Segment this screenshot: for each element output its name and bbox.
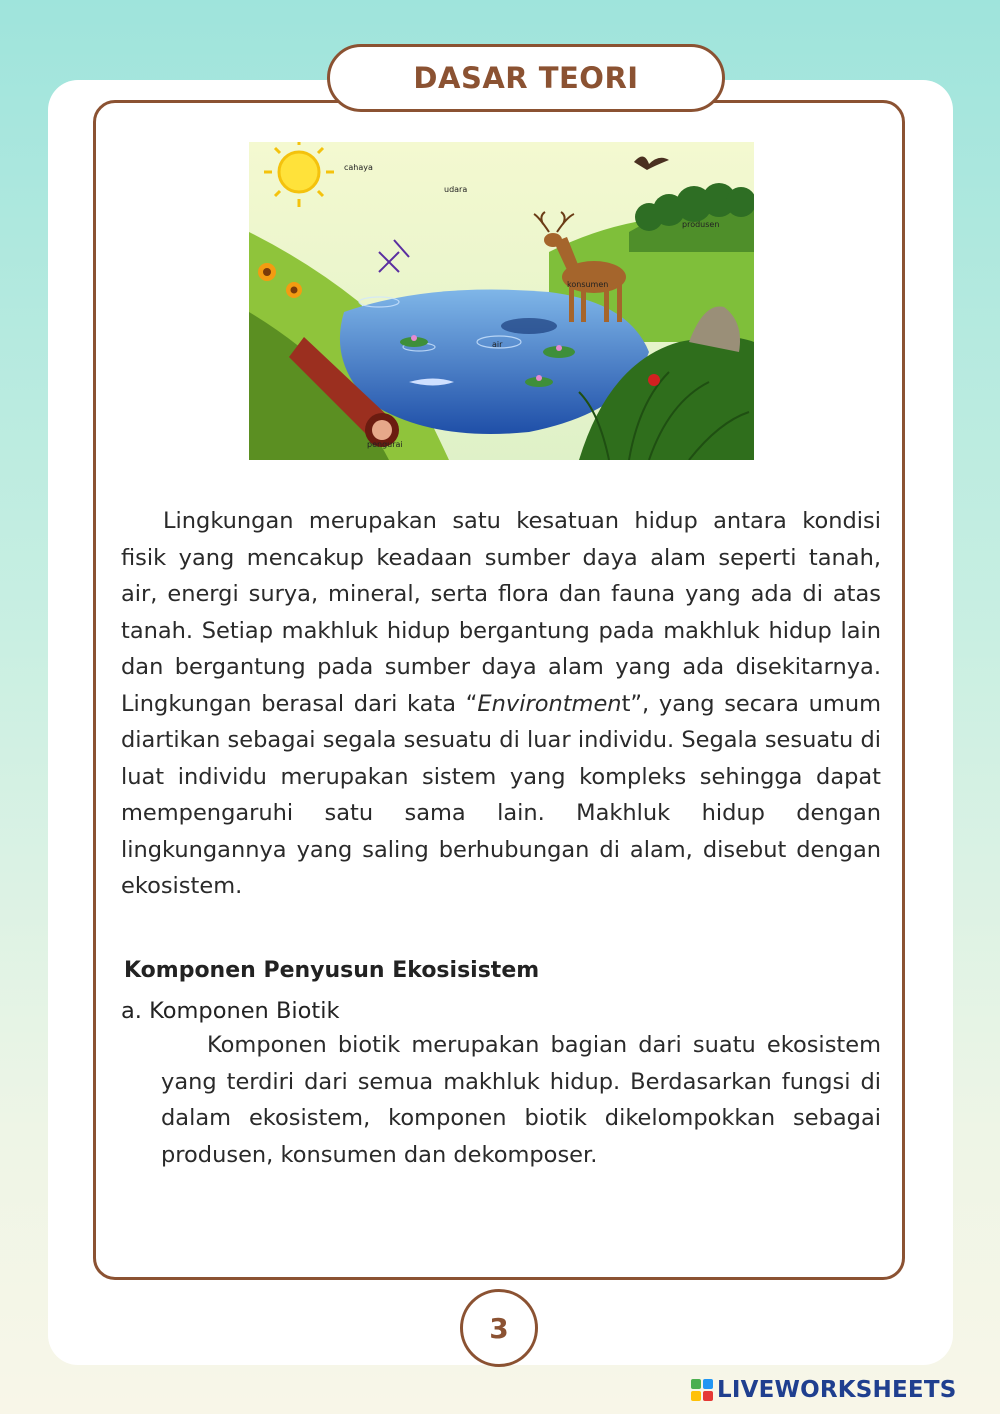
brand-watermark[interactable] [690, 1372, 956, 1408]
label-produsen: produsen [682, 220, 720, 229]
section-heading: Komponen Penyusun Ekosisistem [124, 958, 540, 983]
subsection-heading: a. Komponen Biotik [121, 998, 340, 1024]
intro-paragraph: Lingkungan merupakan satu kesatuan hidup antara kondisi fisik yang mencakup keadaan sumber daya alam seperti tanah, air, energi surya, mineral, serta flora dan fauna yang ada di atas tanah. Setiap makhluk hidup bergantung pada makhluk hidup lain dan bergantung pada sumber daya alam yang ada disekitarnya. Lingkungan berasal dari kata “Environtment”, yang secara umum diartikan sebagai segala sesuatu di luar individu. Segala sesuatu di luat individu merupakan sistem yang kompleks sehingga dapat mempengaruhi satu sama lain. Makhluk hidup dengan lingkungannya yang saling berhubungan di alam, disebut dengan ekosistem. [121, 508, 881, 899]
label-konsumen: konsumen [567, 280, 609, 289]
page-number: 3 [489, 1311, 509, 1345]
page-number-badge [460, 1289, 538, 1367]
page-title: DASAR TEORI [413, 61, 639, 95]
biotic-paragraph: Komponen biotik merupakan bagian dari suatu ekosistem yang terdiri dari semua makhluk hidup. Berdasarkan fungsi di dalam ekosistem, komponen biotik dikelompokkan sebagai produsen, konsumen dan dekomposer. [161, 1032, 881, 1168]
liveworksheets-logo-icon [690, 1378, 714, 1402]
brand-name: LIVEWORKSHEETS [717, 1377, 957, 1403]
label-udara: udara [444, 185, 468, 194]
label-pengurai: pengurai [367, 440, 403, 449]
label-cahaya: cahaya [344, 163, 373, 172]
italic-term: Environtmen [477, 690, 622, 717]
title-banner [327, 44, 725, 112]
label-air: air [492, 340, 503, 349]
ecosystem-illustration [249, 142, 754, 460]
